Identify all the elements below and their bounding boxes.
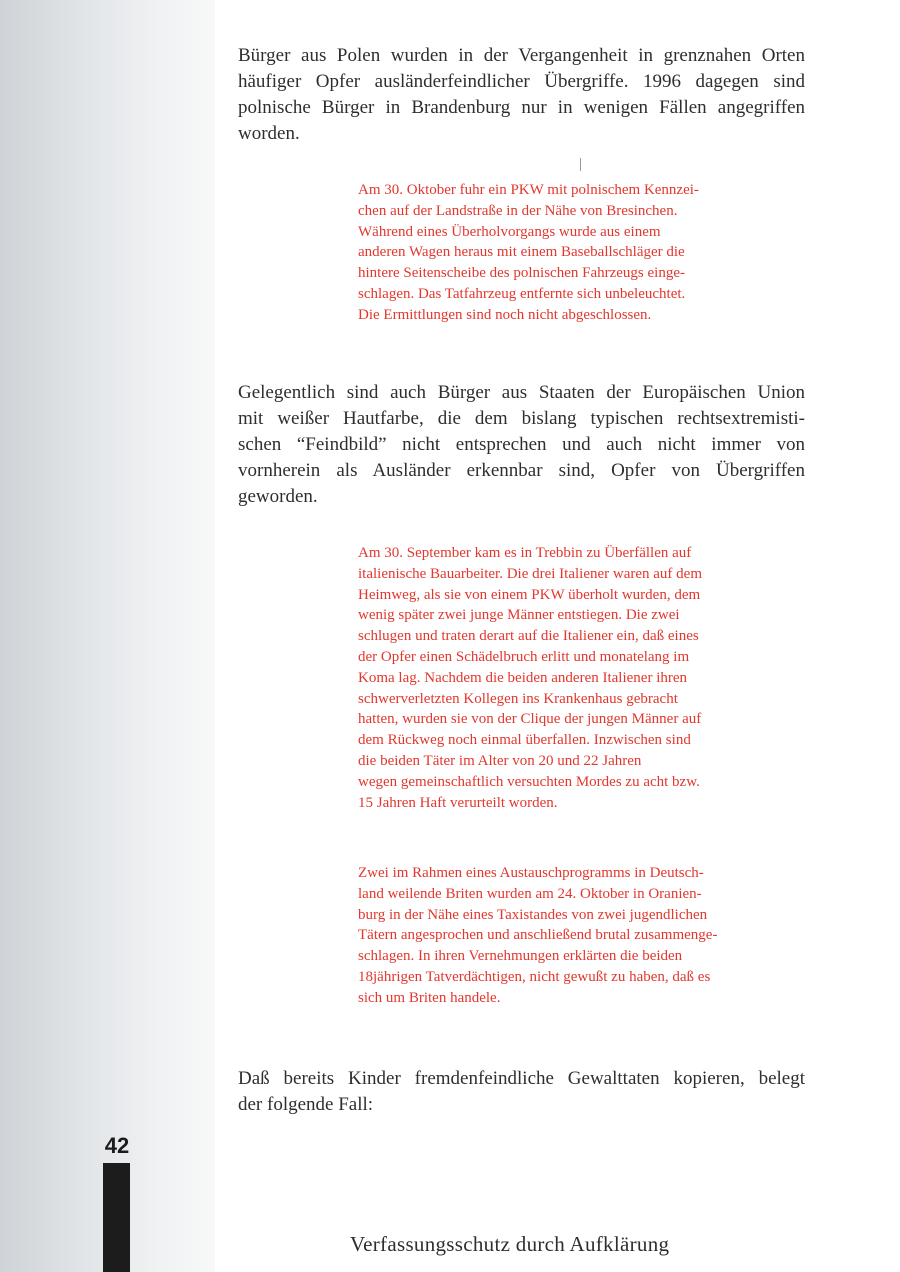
case-line: dem Rückweg noch einmal überfallen. Inzwischen sind	[358, 732, 691, 749]
case-line: 15 Jahren Haft verurteilt worden.	[358, 794, 558, 811]
case-line: Zwei im Rahmen eines Austauschprogramms in Deutsch-	[358, 865, 704, 881]
text-line: vornherein als Ausländer erkennbar sind, Opfer von Übergriffen	[238, 460, 805, 481]
case-line: schwerverletzten Kollegen ins Krankenhaus gebracht	[358, 690, 678, 707]
text-line: schen “Feindbild” nicht entsprechen und auch nicht immer von	[238, 434, 805, 455]
scan-mark	[580, 158, 581, 171]
case-line: sich um Briten handele.	[358, 989, 501, 1006]
case-line: wegen gemeinschaftlich versuchten Mordes zu acht bzw.	[358, 773, 700, 790]
case-line: Während eines Überholvorgangs wurde aus einem	[358, 223, 661, 240]
case-line: Die Ermittlungen sind noch nicht abgeschlossen.	[358, 306, 652, 323]
case-report-bresinchen	[358, 180, 798, 326]
case-line: der Opfer einen Schädelbruch erlitt und monatelang im	[358, 648, 690, 665]
case-report-oranienburg	[358, 863, 808, 1009]
case-line: Am 30. Oktober fuhr ein PKW mit polnischem Kennzei-	[358, 182, 699, 198]
case-line: italienische Bauarbeiter. Die drei Italiener waren auf dem	[358, 565, 703, 582]
text-line: worden.	[238, 123, 300, 144]
case-line: hatten, wurden sie von der Clique der jungen Männer auf	[358, 711, 702, 728]
case-line: 18jährigen Tatverdächtigen, nicht gewußt zu haben, daß es	[358, 968, 711, 985]
page-marker-bar	[103, 1163, 130, 1272]
case-line: wenig später zwei junge Männer entstiegen. Die zwei	[358, 607, 680, 624]
page-number: 42	[104, 1133, 130, 1158]
text-line: polnische Bürger in Brandenburg nur in wenigen Fällen angegriffen	[238, 97, 805, 118]
text-line: mit weißer Hautfarbe, die dem bislang typischen rechtsextremisti-	[238, 408, 805, 429]
case-line: anderen Wagen heraus mit einem Baseballschläger die	[358, 244, 685, 261]
paragraph-polish-citizens	[238, 43, 805, 147]
paragraph-eu-citizens	[238, 380, 805, 510]
case-line: schlagen. Das Tatfahrzeug entfernte sich unbeleuchtet.	[358, 285, 686, 302]
case-line: Tätern angesprochen und anschließend brutal zusammenge-	[358, 927, 718, 944]
case-line: schlagen. In ihren Vernehmungen erklärten die beiden	[358, 948, 683, 965]
left-margin-band	[0, 0, 215, 1272]
text-line: Bürger aus Polen wurden in der Vergangenheit in grenznahen Orten	[238, 45, 805, 66]
paragraph-children	[238, 1066, 805, 1118]
case-line: hintere Seitenscheibe des polnischen Fahrzeugs einge-	[358, 265, 685, 282]
case-line: burg in der Nähe eines Taxistandes von zwei jugendlichen	[358, 906, 708, 923]
case-report-trebbin	[358, 543, 808, 813]
text-line: häufiger Opfer ausländerfeindlicher Übergriffe. 1996 dagegen sind	[238, 71, 805, 92]
case-line: Am 30. September kam es in Trebbin zu Überfällen auf	[358, 545, 692, 561]
case-line: Heimweg, als sie von einem PKW überholt wurden, dem	[358, 586, 701, 603]
text-line: Daß bereits Kinder fremdenfeindliche Gewalttaten kopieren, belegt	[238, 1068, 805, 1089]
case-line: chen auf der Landstraße in der Nähe von Bresinchen.	[358, 202, 678, 219]
text-line: der folgende Fall:	[238, 1094, 374, 1115]
text-line: geworden.	[238, 486, 318, 507]
text-line: Gelegentlich sind auch Bürger aus Staaten der Europäischen Union	[238, 382, 805, 403]
case-line: schlugen und traten derart auf die Italiener ein, daß eines	[358, 628, 699, 645]
case-line: land weilende Briten wurden am 24. Oktober in Oranien-	[358, 885, 702, 902]
case-line: Koma lag. Nachdem die beiden anderen Italiener ihren	[358, 669, 688, 686]
case-line: die beiden Täter im Alter von 20 und 22 Jahren	[358, 752, 642, 769]
page-footer: Verfassungsschutz durch Aufklärung	[350, 1232, 670, 1256]
